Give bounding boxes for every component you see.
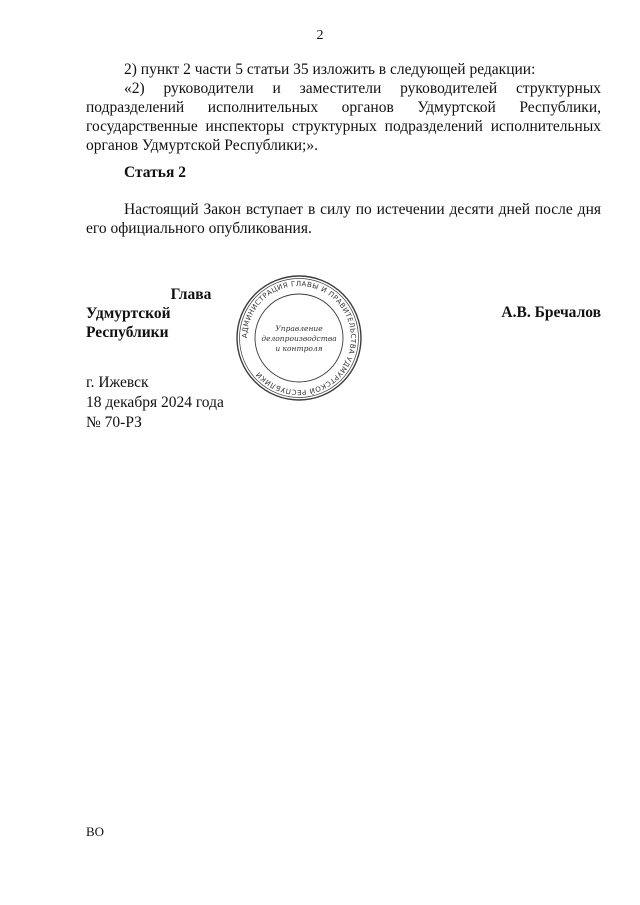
article-heading: Статья 2 <box>124 164 186 181</box>
article-text-paragraph: Настоящий Закон вступает в силу по истечении десяти дней после дня его официального опубликования. <box>86 201 601 237</box>
signature-title-line-1: Глава <box>170 286 212 303</box>
date: 18 декабря 2024 года <box>86 394 224 411</box>
stamp-ring-text: АДМИНИСТРАЦИЯ ГЛАВЫ И ПРАВИТЕЛЬСТВА УДМУРТСКОЙ РЕСПУБЛИКИ <box>240 279 358 397</box>
page-number: 2 <box>316 28 324 43</box>
amendment-quote <box>86 79 601 155</box>
official-stamp <box>234 273 364 403</box>
amendment-quote-text: «2) руководители и заместители руководителей структурных подразделений исполнительных органов Удмуртской Республики, государственные инспекторы структурных подразделений исполнительных органов Удмуртской Республики;». <box>86 80 601 154</box>
signature-name: А.В. Бречалов <box>501 304 601 321</box>
law-number: № 70-РЗ <box>86 414 142 431</box>
stamp-center-line-3: и контроля <box>275 344 323 353</box>
footer-code: ВО <box>86 824 105 839</box>
place: г. Ижевск <box>86 374 149 391</box>
signature-title <box>86 285 256 342</box>
stamp-center-line-2: делопроизводства <box>261 334 337 343</box>
amendment-item <box>86 60 601 79</box>
place-date-block <box>86 373 224 433</box>
amendment-item-text: 2) пункт 2 части 5 статьи 35 изложить в следующей редакции: <box>124 61 536 78</box>
signature-title-line-2: Удмуртской Республики <box>86 305 171 341</box>
article-text <box>86 200 601 238</box>
stamp-center-line-1: Управление <box>275 324 323 333</box>
